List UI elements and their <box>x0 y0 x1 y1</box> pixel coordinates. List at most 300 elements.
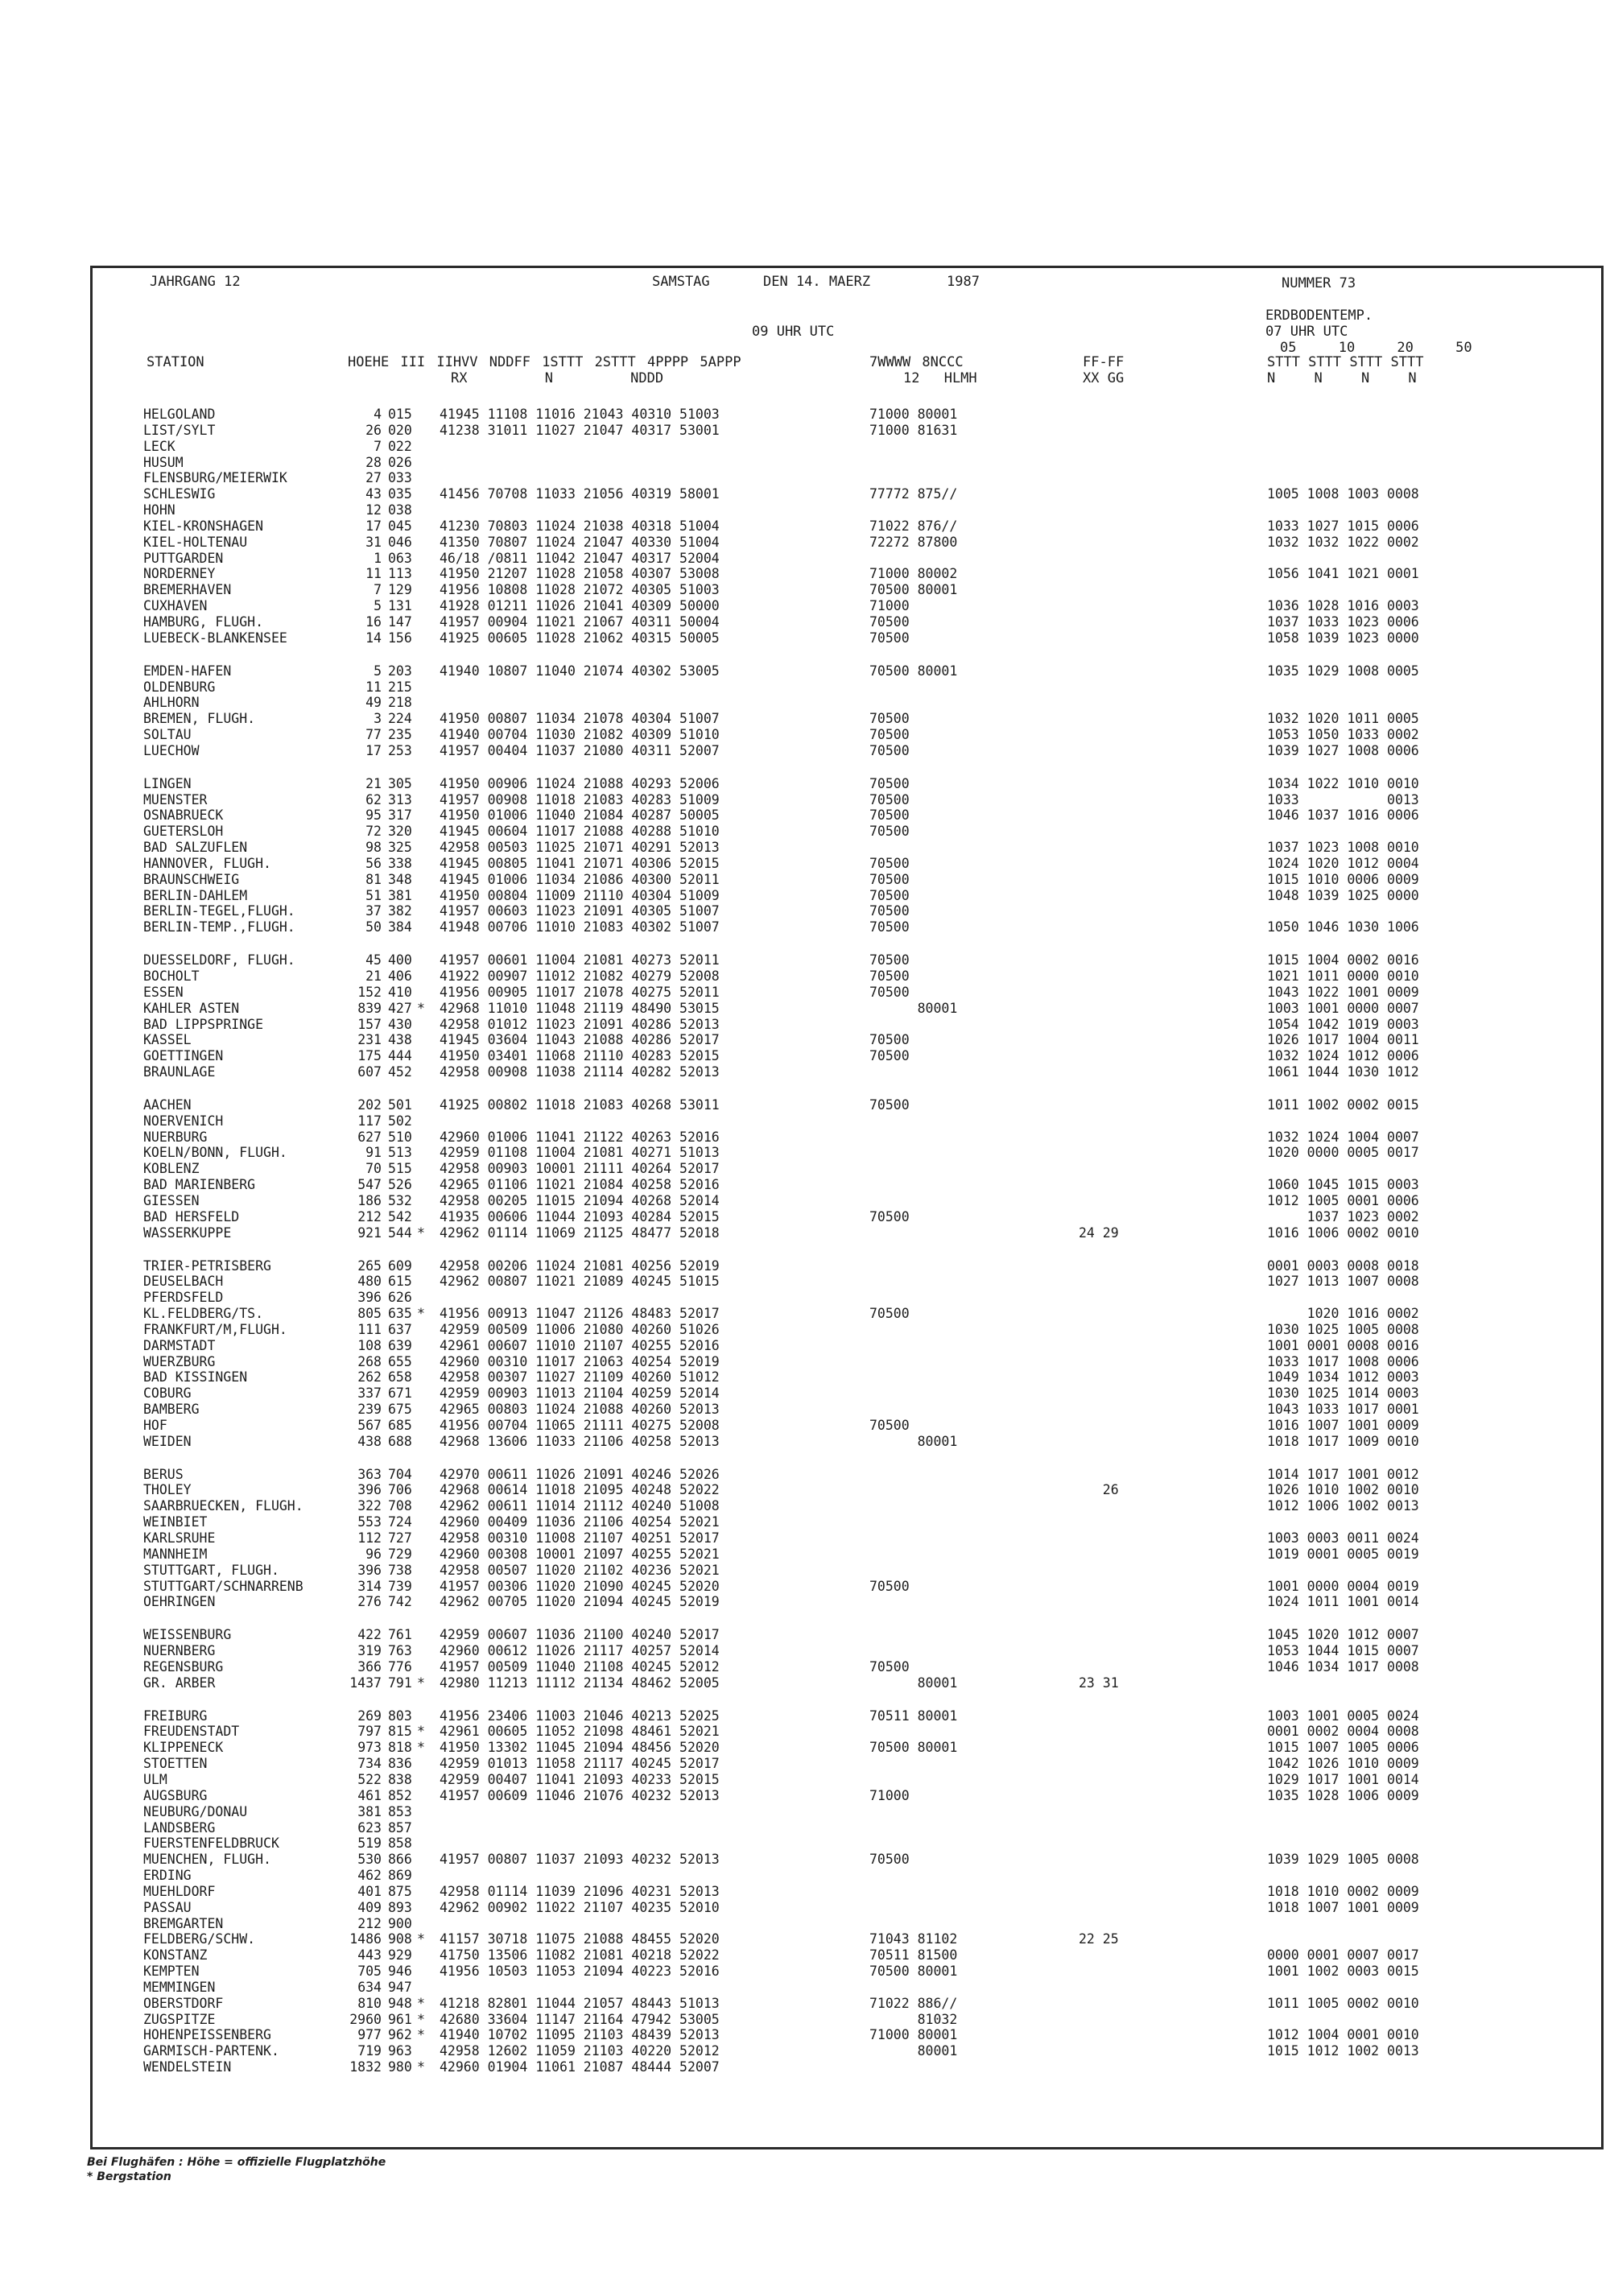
station-name: HANNOVER, FLUGH. <box>143 855 271 871</box>
mountain-marker: * <box>417 2059 425 2075</box>
station-id: 947 <box>388 1979 412 1995</box>
station-name: DEUSELBACH <box>143 1274 224 1290</box>
weather-groups: 70500 <box>869 824 910 840</box>
station-height: 977 <box>357 2027 382 2043</box>
weather-groups: 70500 <box>869 919 910 935</box>
station-height: 11 <box>365 566 382 582</box>
station-name: STUTTGART, FLUGH. <box>143 1562 279 1578</box>
station-height: 623 <box>357 1819 382 1836</box>
synop-groups: 42962 00902 11022 21107 40235 52010 <box>440 1899 720 1915</box>
soil-temperatures: 1048 1039 1025 0000 <box>1267 887 1419 903</box>
soil-temperatures: 1016 1007 1001 0009 <box>1267 1417 1419 1433</box>
station-height: 396 <box>357 1562 382 1578</box>
station-id: 033 <box>388 470 412 486</box>
column-wind-subcodes: XX GG <box>1083 370 1125 386</box>
station-name: ZUGSPITZE <box>143 2011 216 2027</box>
station-id: 815 <box>388 1724 412 1740</box>
station-name: LUECHOW <box>143 742 200 758</box>
station-name: HELGOLAND <box>143 407 216 422</box>
synop-groups: 42959 00903 11013 21104 40259 52014 <box>440 1385 720 1402</box>
station-id: 739 <box>388 1578 412 1594</box>
station-name: HOHENPEISSENBERG <box>143 2027 271 2043</box>
station-name: FLENSBURG/MEIERWIK <box>143 470 287 486</box>
soil-temperatures: 1037 1023 1008 0010 <box>1267 840 1419 856</box>
station-id: 948 <box>388 1995 412 2011</box>
synop-groups: 42960 00310 11017 21063 40254 52019 <box>440 1353 720 1369</box>
soil-temperatures: 1043 1033 1017 0001 <box>1267 1402 1419 1418</box>
station-height: 567 <box>357 1417 382 1433</box>
station-height: 519 <box>357 1836 382 1852</box>
station-id: 893 <box>388 1899 412 1915</box>
station-id: 742 <box>388 1594 412 1610</box>
synop-groups: 42958 00903 10001 21111 40264 52017 <box>440 1161 720 1177</box>
soil-temperatures: 1042 1026 1010 0009 <box>1267 1756 1419 1772</box>
column-wind-codes: FF-FF <box>1083 354 1125 370</box>
weather-groups: 71000 80002 <box>869 566 958 582</box>
station-name: LECK <box>143 438 175 454</box>
station-id: 338 <box>388 855 412 871</box>
synop-groups: 42958 00307 11027 21109 40260 51012 <box>440 1369 720 1385</box>
synop-groups: 41922 00907 11012 21082 40279 52008 <box>440 968 720 984</box>
station-id: 875 <box>388 1883 412 1899</box>
weather-groups: 71043 81102 <box>869 1931 958 1947</box>
station-height: 212 <box>357 1208 382 1224</box>
synop-groups: 41157 30718 11075 21088 48455 52020 <box>440 1931 720 1947</box>
station-height: 921 <box>357 1224 382 1241</box>
soil-temperatures: 1018 1010 0002 0009 <box>1267 1883 1419 1899</box>
station-name: NUERNBERG <box>143 1643 216 1659</box>
station-name: LANDSBERG <box>143 1819 216 1836</box>
mountain-marker: * <box>417 1995 425 2011</box>
column-station: STATION <box>147 354 204 370</box>
weather-groups: 70500 <box>869 1208 910 1224</box>
station-id: 761 <box>388 1627 412 1643</box>
station-name: EMDEN-HAFEN <box>143 663 232 679</box>
station-name: KIEL-KRONSHAGEN <box>143 518 264 534</box>
station-name: NOERVENICH <box>143 1113 224 1129</box>
synop-groups: 42965 01106 11021 21084 40258 52016 <box>440 1177 720 1193</box>
station-height: 49 <box>365 695 382 711</box>
synop-groups: 42958 00908 11038 21114 40282 52013 <box>440 1064 720 1080</box>
station-id: 147 <box>388 613 412 630</box>
synop-groups: 41957 00601 11004 21081 40273 52011 <box>440 952 720 968</box>
mountain-marker: * <box>417 1675 425 1691</box>
station-id: 348 <box>388 871 412 887</box>
station-name: NORDERNEY <box>143 566 216 582</box>
station-id: 515 <box>388 1161 412 1177</box>
station-name: OLDENBURG <box>143 679 216 695</box>
soil-temperatures: 1012 1004 0001 0010 <box>1267 2027 1419 2043</box>
station-height: 409 <box>357 1899 382 1915</box>
station-height: 734 <box>357 1756 382 1772</box>
synop-groups: 42961 00605 11052 21098 48461 52021 <box>440 1724 720 1740</box>
weather-groups: 70500 <box>869 613 910 630</box>
station-id: 763 <box>388 1643 412 1659</box>
synop-groups: 41928 01211 11026 21041 40309 50000 <box>440 598 720 614</box>
synop-groups: 42960 01904 11061 21087 48444 52007 <box>440 2059 720 2075</box>
synop-groups: 42968 13606 11033 21106 40258 52013 <box>440 1433 720 1449</box>
soil-temperatures: 1037 1033 1023 0006 <box>1267 613 1419 630</box>
weather-groups: 70500 <box>869 1096 910 1113</box>
station-id: 045 <box>388 518 412 534</box>
synop-groups: 42959 01108 11004 21081 40271 51013 <box>440 1145 720 1161</box>
station-height: 1486 <box>349 1931 382 1947</box>
station-name: KASSEL <box>143 1032 192 1048</box>
station-id: 444 <box>388 1048 412 1064</box>
station-id: 852 <box>388 1787 412 1803</box>
station-height: 627 <box>357 1129 382 1145</box>
mountain-marker: * <box>417 1306 425 1322</box>
station-id: 727 <box>388 1530 412 1546</box>
station-height: 98 <box>365 840 382 856</box>
station-height: 396 <box>357 1290 382 1306</box>
synop-groups: 42958 00507 11020 21102 40236 52021 <box>440 1562 720 1578</box>
footnote-mountain-station: * Bergstation <box>87 2170 171 2183</box>
station-name: FREIBURG <box>143 1708 208 1724</box>
synop-groups: 42968 00614 11018 21095 40248 52022 <box>440 1482 720 1498</box>
weather-groups: 70500 <box>869 887 910 903</box>
weather-groups: 77772 875// <box>869 486 958 502</box>
station-id: 022 <box>388 438 412 454</box>
weather-groups: 70500 <box>869 1658 910 1675</box>
station-height: 111 <box>357 1321 382 1337</box>
station-height: 17 <box>365 518 382 534</box>
station-id: 438 <box>388 1032 412 1048</box>
station-id: 224 <box>388 711 412 727</box>
station-id: 020 <box>388 422 412 438</box>
wind-gusts: 24 29 <box>1079 1224 1119 1241</box>
station-id: 963 <box>388 2043 412 2059</box>
station-name: BAD KISSINGEN <box>143 1369 248 1385</box>
weather-groups: 81032 <box>869 2011 958 2027</box>
station-name: BAD SALZUFLEN <box>143 840 248 856</box>
weather-groups: 70500 <box>869 807 910 824</box>
station-id: 658 <box>388 1369 412 1385</box>
column-soil-subcodes: N N N N <box>1267 370 1417 386</box>
station-height: 1832 <box>349 2059 382 2075</box>
soil-temperatures: 1037 1023 0002 <box>1267 1208 1419 1224</box>
station-name: STOETTEN <box>143 1756 208 1772</box>
station-name: HOF <box>143 1417 167 1433</box>
weather-groups: 71000 81631 <box>869 422 958 438</box>
soil-temperatures: 1033 0013 <box>1267 791 1419 807</box>
synop-groups: 41925 00605 11028 21062 40315 50005 <box>440 630 720 646</box>
station-name: PASSAU <box>143 1899 192 1915</box>
station-name: KEMPTEN <box>143 1964 200 1980</box>
synop-groups: 42980 11213 11112 21134 48462 52005 <box>440 1675 720 1691</box>
soil-temperatures: 1043 1022 1001 0009 <box>1267 984 1419 1000</box>
station-height: 31 <box>365 534 382 550</box>
station-name: HOHN <box>143 502 175 518</box>
soil-temp-time: 07 UHR UTC <box>1265 324 1348 340</box>
station-name: WASSERKUPPE <box>143 1224 232 1241</box>
weather-groups: 71000 <box>869 1787 910 1803</box>
weather-groups: 80001 <box>869 2043 958 2059</box>
synop-groups: 42961 00607 11010 21107 40255 52016 <box>440 1337 720 1353</box>
station-height: 3 <box>374 711 382 727</box>
issue-number: NUMMER 73 <box>1282 275 1356 291</box>
station-name: PUTTGARDEN <box>143 550 224 566</box>
station-name: AUGSBURG <box>143 1787 208 1803</box>
station-height: 839 <box>357 1000 382 1016</box>
station-id: 671 <box>388 1385 412 1402</box>
weather-groups: 71000 80001 <box>869 407 958 422</box>
station-name: FELDBERG/SCHW. <box>143 1931 256 1947</box>
soil-temperatures: 1030 1025 1005 0008 <box>1267 1321 1419 1337</box>
station-height: 319 <box>357 1643 382 1659</box>
station-height: 45 <box>365 952 382 968</box>
station-id: 836 <box>388 1756 412 1772</box>
station-height: 1 <box>374 550 382 566</box>
weather-groups: 70500 <box>869 903 910 919</box>
synop-groups: 42680 33604 11147 21164 47942 53005 <box>440 2011 720 2027</box>
weather-groups: 80001 <box>869 1675 958 1691</box>
station-id: 929 <box>388 1947 412 1964</box>
station-id: 382 <box>388 903 412 919</box>
mountain-marker: * <box>417 1724 425 1740</box>
weather-groups: 70500 80001 <box>869 663 958 679</box>
station-name: GIESSEN <box>143 1192 200 1208</box>
station-name: DUESSELDORF, FLUGH. <box>143 952 295 968</box>
soil-temperatures: 1033 1027 1015 0006 <box>1267 518 1419 534</box>
soil-temperatures: 1021 1011 0000 0010 <box>1267 968 1419 984</box>
station-id: 218 <box>388 695 412 711</box>
station-id: 129 <box>388 582 412 598</box>
soil-temperatures: 0001 0002 0004 0008 <box>1267 1724 1419 1740</box>
soil-temperatures: 1015 1012 1002 0013 <box>1267 2043 1419 2059</box>
station-name: KAHLER ASTEN <box>143 1000 240 1016</box>
soil-temperatures: 1015 1007 1005 0006 <box>1267 1740 1419 1756</box>
station-height: 547 <box>357 1177 382 1193</box>
soil-temperatures: 1005 1008 1003 0008 <box>1267 486 1419 502</box>
station-height: 522 <box>357 1771 382 1787</box>
station-id: 838 <box>388 1771 412 1787</box>
station-name: SAARBRUECKEN, FLUGH. <box>143 1498 303 1514</box>
soil-temperatures: 1024 1020 1012 0004 <box>1267 855 1419 871</box>
station-height: 363 <box>357 1466 382 1482</box>
station-height: 91 <box>365 1145 382 1161</box>
station-id: 131 <box>388 598 412 614</box>
synop-groups: 41950 00906 11024 21088 40293 52006 <box>440 775 720 791</box>
station-height: 28 <box>365 454 382 470</box>
station-height: 37 <box>365 903 382 919</box>
station-height: 70 <box>365 1161 382 1177</box>
station-id: 961 <box>388 2011 412 2027</box>
soil-temperatures: 1049 1034 1012 0003 <box>1267 1369 1419 1385</box>
station-name: GOETTINGEN <box>143 1048 224 1064</box>
station-name: HUSUM <box>143 454 184 470</box>
station-height: 422 <box>357 1627 382 1643</box>
station-id: 706 <box>388 1482 412 1498</box>
soil-temperatures: 1003 0003 0011 0024 <box>1267 1530 1419 1546</box>
synop-groups: 41957 00306 11020 21090 40245 52020 <box>440 1578 720 1594</box>
station-id: 803 <box>388 1708 412 1724</box>
station-name: BAMBERG <box>143 1402 200 1418</box>
station-name: BREMGARTEN <box>143 1915 224 1931</box>
weather-groups: 80001 <box>869 1433 958 1449</box>
soil-temperatures: 1001 1002 0003 0015 <box>1267 1964 1419 1980</box>
weather-groups: 70500 <box>869 711 910 727</box>
station-id: 946 <box>388 1964 412 1980</box>
soil-temperatures: 1014 1017 1001 0012 <box>1267 1466 1419 1482</box>
station-name: GARMISCH-PARTENK. <box>143 2043 279 2059</box>
soil-temperatures: 1020 0000 0005 0017 <box>1267 1145 1419 1161</box>
synop-groups: 41230 70803 11024 21038 40318 51004 <box>440 518 720 534</box>
station-id: 542 <box>388 1208 412 1224</box>
station-name: BRAUNLAGE <box>143 1064 216 1080</box>
synop-groups: 41956 10808 11028 21072 40305 51003 <box>440 582 720 598</box>
station-name: CUXHAVEN <box>143 598 208 614</box>
synop-groups: 41935 00606 11044 21093 40284 52015 <box>440 1208 720 1224</box>
station-height: 96 <box>365 1546 382 1562</box>
station-id: 452 <box>388 1064 412 1080</box>
synop-groups: 41945 11108 11016 21043 40310 51003 <box>440 407 720 422</box>
station-id: 688 <box>388 1433 412 1449</box>
station-id: 035 <box>388 486 412 502</box>
station-name: ULM <box>143 1771 167 1787</box>
weather-groups: 70500 <box>869 630 910 646</box>
station-height: 17 <box>365 742 382 758</box>
station-name: KL.FELDBERG/TS. <box>143 1306 264 1322</box>
station-id: 708 <box>388 1498 412 1514</box>
synop-groups: 41750 13506 11082 21081 40218 52022 <box>440 1947 720 1964</box>
soil-temperatures: 1032 1024 1012 0006 <box>1267 1048 1419 1064</box>
weather-groups: 71000 80001 <box>869 2027 958 2043</box>
station-name: BRAUNSCHWEIG <box>143 871 240 887</box>
soil-temperatures: 1032 1020 1011 0005 <box>1267 711 1419 727</box>
station-height: 43 <box>365 486 382 502</box>
station-id: 858 <box>388 1836 412 1852</box>
station-id: 639 <box>388 1337 412 1353</box>
station-name: THOLEY <box>143 1482 192 1498</box>
station-height: 11 <box>365 679 382 695</box>
station-name: GR. ARBER <box>143 1675 216 1691</box>
soil-temperatures: 1018 1007 1001 0009 <box>1267 1899 1419 1915</box>
station-name: KOBLENZ <box>143 1161 200 1177</box>
station-id: 635 <box>388 1306 412 1322</box>
synop-groups: 42959 00407 11041 21093 40233 52015 <box>440 1771 720 1787</box>
synop-groups: 42962 00705 11020 21094 40245 52019 <box>440 1594 720 1610</box>
station-name: NUERBURG <box>143 1129 208 1145</box>
synop-groups: 41218 82801 11044 21057 48443 51013 <box>440 1995 720 2011</box>
weather-groups: 71022 886// <box>869 1995 958 2011</box>
weather-groups: 71022 876// <box>869 518 958 534</box>
station-height: 634 <box>357 1979 382 1995</box>
station-height: 231 <box>357 1032 382 1048</box>
station-id: 532 <box>388 1192 412 1208</box>
station-id: 038 <box>388 502 412 518</box>
station-height: 16 <box>365 613 382 630</box>
synop-groups: 41456 70708 11033 21056 40319 58001 <box>440 486 720 502</box>
synop-groups: 41957 00807 11037 21093 40232 52013 <box>440 1852 720 1868</box>
synop-groups: 42962 00807 11021 21089 40245 51015 <box>440 1274 720 1290</box>
weather-groups: 70500 <box>869 855 910 871</box>
soil-temperatures: 1003 1001 0000 0007 <box>1267 1000 1419 1016</box>
soil-temperatures: 1015 1004 0002 0016 <box>1267 952 1419 968</box>
station-id: 724 <box>388 1514 412 1530</box>
station-height: 21 <box>365 775 382 791</box>
station-name: LINGEN <box>143 775 192 791</box>
station-id: 305 <box>388 775 412 791</box>
station-id: 253 <box>388 742 412 758</box>
station-id: 063 <box>388 550 412 566</box>
station-id: 502 <box>388 1113 412 1129</box>
station-name: BAD MARIENBERG <box>143 1177 256 1193</box>
synop-groups: 41956 00704 11065 21111 40275 52008 <box>440 1417 720 1433</box>
weather-groups: 70500 <box>869 968 910 984</box>
synop-groups: 42960 00409 11036 21106 40254 52021 <box>440 1514 720 1530</box>
soil-temperatures: 1032 1032 1022 0002 <box>1267 534 1419 550</box>
station-height: 212 <box>357 1915 382 1931</box>
soil-temperatures: 0001 0003 0008 0018 <box>1267 1257 1419 1274</box>
station-height: 973 <box>357 1740 382 1756</box>
soil-temperatures: 1046 1034 1017 0008 <box>1267 1658 1419 1675</box>
station-name: KONSTANZ <box>143 1947 208 1964</box>
soil-temperatures: 1032 1024 1004 0007 <box>1267 1129 1419 1145</box>
station-height: 7 <box>374 438 382 454</box>
station-name: MUEHLDORF <box>143 1883 216 1899</box>
station-name: BERLIN-DAHLEM <box>143 887 248 903</box>
station-height: 719 <box>357 2043 382 2059</box>
synop-groups: 41940 10702 11095 21103 48439 52013 <box>440 2027 720 2043</box>
station-id: 400 <box>388 952 412 968</box>
station-id: 026 <box>388 454 412 470</box>
station-height: 262 <box>357 1369 382 1385</box>
station-name: WEISSENBURG <box>143 1627 232 1643</box>
station-height: 461 <box>357 1787 382 1803</box>
station-height: 322 <box>357 1498 382 1514</box>
weather-groups: 70500 <box>869 1048 910 1064</box>
station-height: 117 <box>357 1113 382 1129</box>
soil-temperatures: 1033 1017 1008 0006 <box>1267 1353 1419 1369</box>
station-id: 818 <box>388 1740 412 1756</box>
soil-temperatures: 1026 1017 1004 0011 <box>1267 1032 1419 1048</box>
station-name: BREMEN, FLUGH. <box>143 711 256 727</box>
weather-groups: 70511 80001 <box>869 1708 958 1724</box>
soil-temperatures: 1050 1046 1030 1006 <box>1267 919 1419 935</box>
station-height: 366 <box>357 1658 382 1675</box>
weather-groups: 80001 <box>869 1000 958 1016</box>
station-id: 609 <box>388 1257 412 1274</box>
weather-groups: 70500 <box>869 1852 910 1868</box>
synop-groups: 42970 00611 11026 21091 40246 52026 <box>440 1466 720 1482</box>
synop-groups: 41950 21207 11028 21058 40307 53008 <box>440 566 720 582</box>
station-name: FRANKFURT/M,FLUGH. <box>143 1321 287 1337</box>
date: DEN 14. MAERZ <box>763 274 871 290</box>
weather-groups: 70500 80001 <box>869 582 958 598</box>
synop-groups: 42962 00611 11014 21112 40240 51008 <box>440 1498 720 1514</box>
station-id: 857 <box>388 1819 412 1836</box>
synop-groups: 41945 03604 11043 21088 40286 52017 <box>440 1032 720 1048</box>
mountain-marker: * <box>417 2027 425 2043</box>
station-id: 738 <box>388 1562 412 1578</box>
station-height: 108 <box>357 1337 382 1353</box>
station-id: 526 <box>388 1177 412 1193</box>
station-name: OBERSTDORF <box>143 1995 224 2011</box>
synop-groups: 41940 00704 11030 21082 40309 51010 <box>440 727 720 743</box>
station-height: 62 <box>365 791 382 807</box>
station-height: 1437 <box>349 1675 382 1691</box>
soil-temperatures: 1046 1037 1016 0006 <box>1267 807 1419 824</box>
soil-temperatures: 1001 0001 0008 0016 <box>1267 1337 1419 1353</box>
weather-groups: 70500 <box>869 775 910 791</box>
station-id: 203 <box>388 663 412 679</box>
station-name: MUENCHEN, FLUGH. <box>143 1852 271 1868</box>
station-height: 27 <box>365 470 382 486</box>
column-soil-codes: STTT STTT STTT STTT <box>1267 354 1424 370</box>
synop-groups: 41945 01006 11034 21086 40300 52011 <box>440 871 720 887</box>
station-id: 313 <box>388 791 412 807</box>
